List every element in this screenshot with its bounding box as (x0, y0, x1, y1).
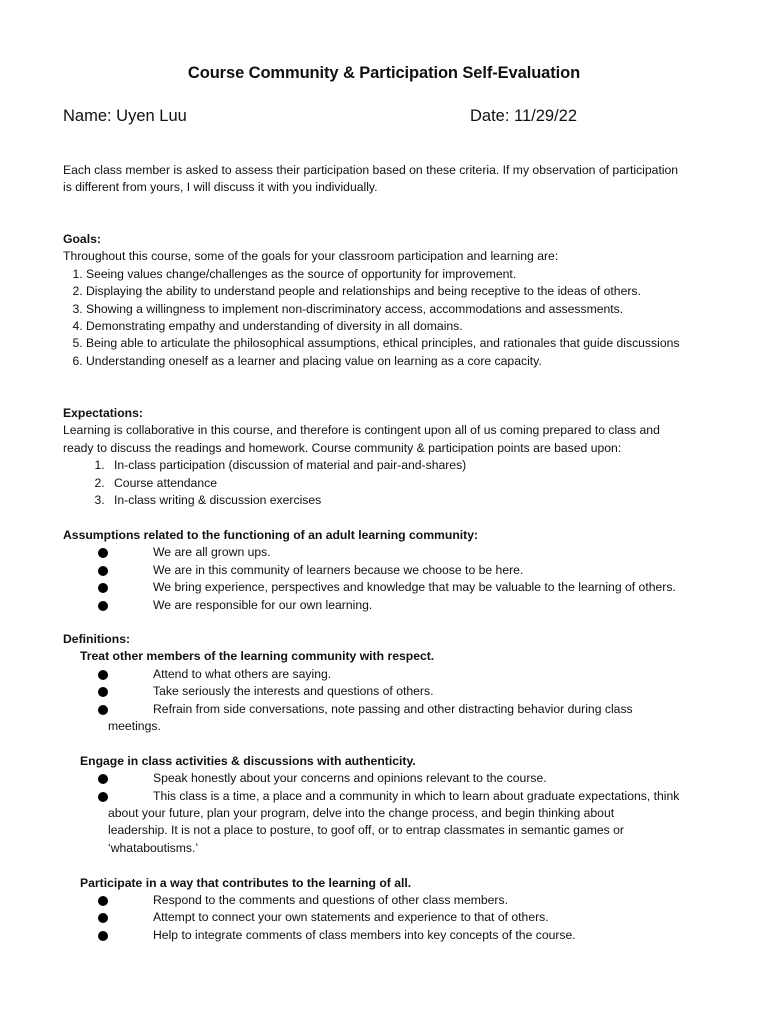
name-line: Name: Uyen Luu (63, 107, 187, 125)
intro-line: is different from yours, I will discuss it with you individually. (63, 180, 378, 195)
list-item-text: We are all grown ups. (153, 545, 271, 560)
definitions-heading: Definitions: (63, 632, 131, 646)
list-item (63, 562, 713, 579)
bullet-icon (98, 896, 108, 906)
bullet-icon (98, 566, 108, 576)
definitions-section (63, 631, 713, 944)
bullet-icon (98, 913, 108, 923)
list-item-text: We are in this community of learners because we choose to be here. (153, 562, 524, 577)
list-item-text: Refrain from side conversations, note passing and other distracting behavior during class (153, 701, 633, 716)
list-item (63, 666, 713, 683)
intro-paragraph (63, 162, 713, 197)
bullet-icon (98, 705, 108, 715)
list-item: 2. Course attendance (108, 475, 713, 492)
expectations-list (63, 457, 713, 509)
list-item (63, 892, 713, 909)
participate-heading: Participate in a way that contributes to the learning of all. (80, 875, 412, 890)
bullet-icon (98, 687, 108, 697)
list-item: 2. Displaying the ability to understand people and relationships and being receptive to the ideas of others. (86, 283, 713, 300)
expectations-heading: Expectations: (63, 406, 143, 420)
list-item: 6. Understanding oneself as a learner and placing value on learning as a core capacity. (86, 353, 713, 370)
bullet-icon (98, 931, 108, 941)
respect-heading: Treat other members of the learning community with respect. (80, 649, 435, 664)
list-item: 1. Seeing values change/challenges as the source of opportunity for improvement. (86, 266, 713, 283)
list-item-text: Respond to the comments and questions of other class members. (153, 893, 508, 908)
goals-section (63, 231, 713, 370)
assumptions-heading: Assumptions related to the functioning of an adult learning community: (63, 528, 479, 542)
list-item-text: We are responsible for our own learning. (153, 597, 373, 612)
list-item-text: leadership. It is not a place to posture, to goof off, or to entrap classmates in semantic games or (108, 823, 624, 838)
bullet-icon (98, 774, 108, 784)
list-item (63, 683, 713, 700)
list-item (63, 544, 713, 561)
list-item (63, 701, 713, 736)
list-item: 4. Demonstrating empathy and understanding of diversity in all domains. (86, 318, 713, 335)
date-line: Date: 11/29/22 (470, 107, 578, 125)
list-item-text: about your future, plan your program, delve into the change process, and begin thinking about (108, 806, 615, 821)
list-item-text: Attempt to connect your own statements and experience to that of others. (153, 910, 549, 925)
list-item (63, 579, 713, 596)
assumptions-section (63, 527, 713, 614)
list-item (63, 788, 713, 858)
expectations-section (63, 405, 713, 509)
list-item-text: meetings. (108, 719, 161, 734)
goals-list (63, 266, 713, 370)
list-item: 3. Showing a willingness to implement non-discriminatory access, accommodations and assessments. (86, 301, 713, 318)
list-item-text: Help to integrate comments of class members into key concepts of the course. (153, 927, 576, 942)
list-item: 5. Being able to articulate the philosophical assumptions, ethical principles, and rationales that guide discussions (86, 335, 713, 352)
goals-heading: Goals: (63, 232, 101, 246)
list-item: 1. In-class participation (discussion of material and pair-and-shares) (108, 457, 713, 474)
list-item-text: We bring experience, perspectives and knowledge that may be valuable to the learning of others. (153, 580, 676, 595)
list-item (63, 770, 713, 787)
bullet-icon (98, 670, 108, 680)
bullet-icon (98, 583, 108, 593)
list-item-text: Take seriously the interests and questions of others. (153, 684, 434, 699)
intro-line: Each class member is asked to assess their participation based on these criteria. If my observation of participation (63, 163, 679, 177)
bullet-icon (98, 548, 108, 558)
list-item (63, 909, 713, 926)
bullet-icon (98, 792, 108, 802)
list-item: 3. In-class writing & discussion exercises (108, 492, 713, 509)
engage-heading: Engage in class activities & discussions with authenticity. (80, 753, 416, 768)
list-item (63, 597, 713, 614)
bullet-icon (98, 601, 108, 611)
expectations-line: Learning is collaborative in this course, and therefore is contingent upon all of us coming prepared to class and (63, 423, 660, 438)
document-title: Course Community & Participation Self-Evaluation (187, 64, 581, 82)
goals-lead: Throughout this course, some of the goals for your classroom participation and learning are: (63, 249, 559, 264)
list-item (63, 927, 713, 944)
list-item-text: This class is a time, a place and a community in which to learn about graduate expectations, think (153, 788, 680, 803)
expectations-line: ready to discuss the readings and homework. Course community & participation points are based upon: (63, 440, 622, 455)
list-item-text: Attend to what others are saying. (153, 666, 332, 681)
list-item-text: ‘whataboutisms.’ (108, 840, 199, 855)
list-item-text: Speak honestly about your concerns and opinions relevant to the course. (153, 771, 547, 786)
